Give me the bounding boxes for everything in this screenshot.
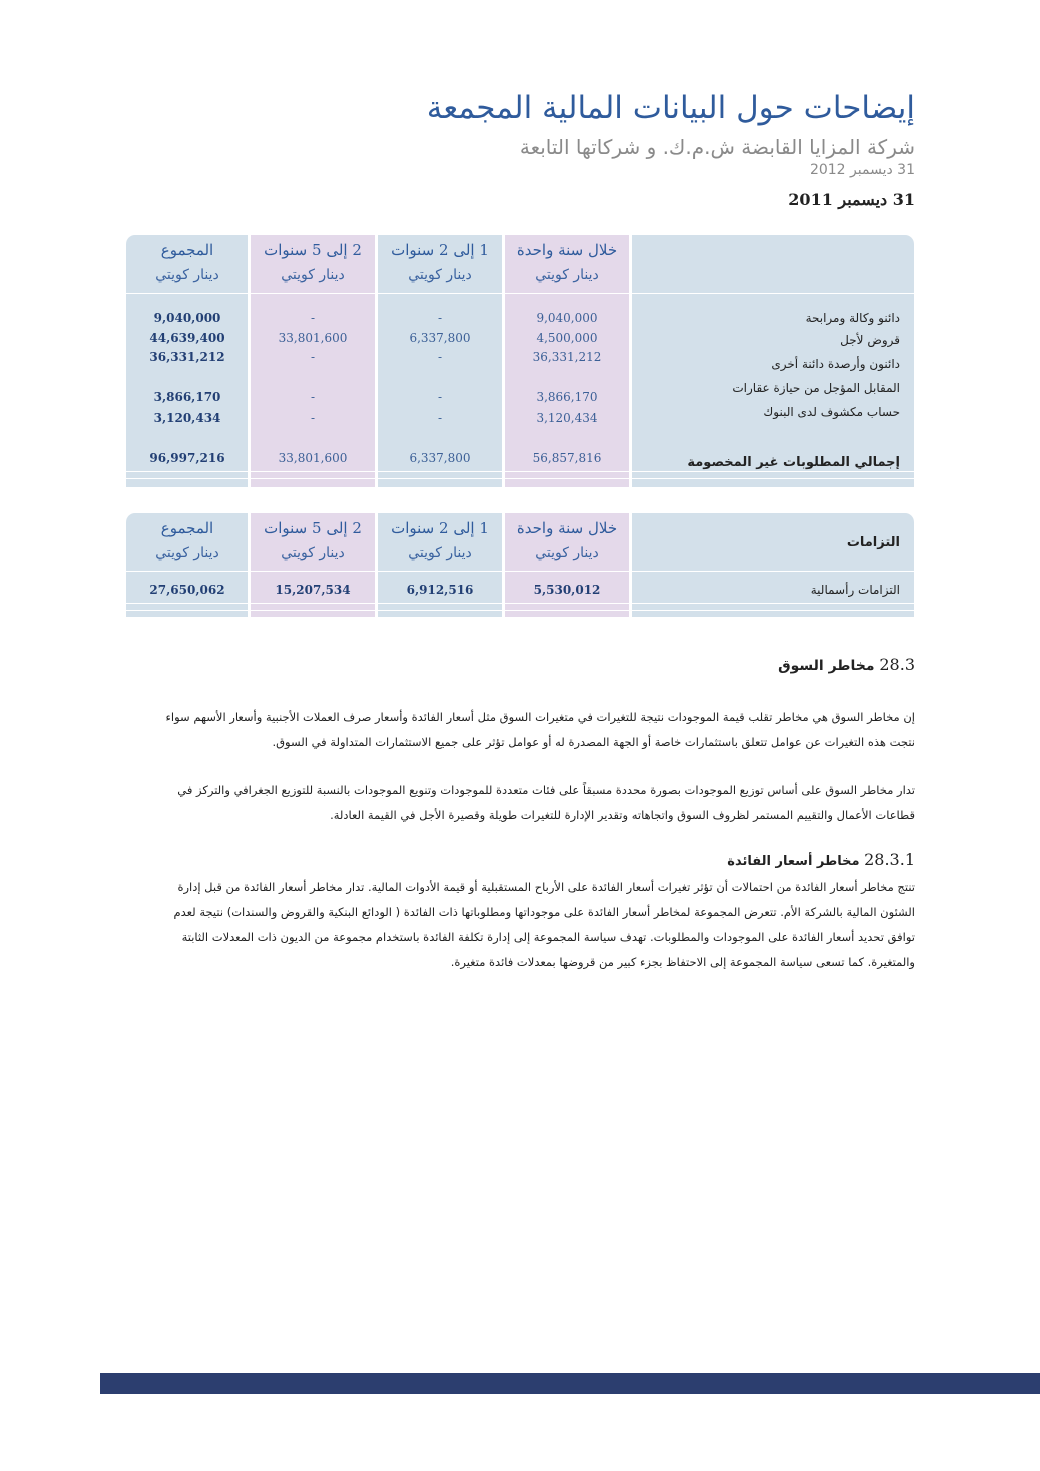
cell-value: - [437, 350, 443, 364]
column-unit: دينار كويتي [155, 267, 219, 283]
footer-bar [100, 1373, 1040, 1394]
column-header: 1 إلى 2 سنوات [391, 519, 489, 537]
cell-value: - [310, 311, 316, 325]
cell-value: - [437, 311, 443, 325]
cell-value: 27,650,062 [149, 583, 225, 597]
row-label-column [632, 235, 914, 487]
column-2-to-5-years [251, 235, 375, 487]
commitments-table [126, 513, 914, 617]
column-1-to-2-years [378, 513, 502, 617]
column-unit: دينار كويتي [408, 267, 472, 283]
section-heading [778, 655, 915, 674]
cell-value: 4,500,000 [536, 331, 598, 345]
column-total [126, 235, 248, 487]
column-unit: دينار كويتي [155, 545, 219, 561]
paragraph-line: تدار مخاطر السوق على أساس توزيع الموجودات بصورة محددة مسبقاً على فئات متعددة للموجودات وتنويع الموجودات بالنسبة للتوزيع الجغرافي والتركز في [177, 783, 915, 797]
row-label: المقابل المؤجل من حيازة عقارات [732, 381, 900, 395]
paragraph-line: تنتج مخاطر أسعار الفائدة من احتمالات أن تؤثر تغيرات أسعار الفائدة على الأرباح المستقبلية أو قيمة الأدوات المالية. تدار مخاطر أسعار الفائدة من قبل إدارة [177, 880, 915, 894]
row-label: التزامات رأسمالية [810, 583, 900, 597]
column-unit: دينار كويتي [281, 267, 345, 283]
subsection-heading [727, 850, 915, 869]
section-title: مخاطر أسعار الفائدة [727, 854, 860, 869]
page-title: إيضاحات حول البيانات المالية المجمعة [426, 90, 915, 126]
row-label-column [632, 513, 914, 617]
cell-value: - [310, 390, 316, 404]
column-unit: دينار كويتي [535, 267, 599, 283]
cell-value: 6,912,516 [406, 583, 474, 597]
cell-value: 44,639,400 [149, 331, 225, 345]
total-value: 56,857,816 [532, 451, 602, 465]
cell-value: 36,331,212 [149, 350, 225, 364]
column-unit: دينار كويتي [535, 545, 599, 561]
cell-value: 3,866,170 [153, 390, 221, 404]
row-label: دائنو وكالة ومرابحة [805, 311, 900, 325]
report-date: 31 ديسمبر 2012 [809, 162, 915, 178]
column-header: 2 إلى 5 سنوات [264, 519, 362, 537]
column-2-to-5-years [251, 513, 375, 617]
column-header: 2 إلى 5 سنوات [264, 241, 362, 259]
cell-value: 3,866,170 [536, 390, 598, 404]
comparative-date: 31 ديسمبر 2011 [788, 190, 915, 209]
section-title: مخاطر السوق [778, 658, 875, 674]
cell-value: 5,530,012 [533, 583, 601, 597]
row-label: حساب مكشوف لدى البنوك [763, 405, 900, 419]
column-1-to-2-years [378, 235, 502, 487]
column-header: خلال سنة واحدة [516, 241, 618, 259]
total-label: إجمالي المطلوبات غير المخصومة [687, 455, 900, 470]
column-within-one-year [505, 235, 629, 487]
row-label: دائنون وأرصدة دائنة أخرى [771, 357, 900, 371]
cell-value: 6,337,800 [409, 331, 471, 345]
column-within-one-year [505, 513, 629, 617]
column-header: 1 إلى 2 سنوات [391, 241, 489, 259]
cell-value: 9,040,000 [536, 311, 598, 325]
cell-value: 33,801,600 [278, 331, 348, 345]
paragraph-line: إن مخاطر السوق هي مخاطر تقلب قيمة الموجودات نتيجة للتغيرات في متغيرات السوق مثل أسعار الفائدة وأسعار صرف العملات الأجنبية وأسعار الأسهم سواء [165, 710, 915, 724]
commitments-heading: التزامات [846, 535, 900, 550]
maturity-table [126, 235, 914, 487]
section-number: 28.3.1 [864, 850, 915, 869]
row-label: قروض لأجل [840, 333, 900, 347]
total-value: 96,997,216 [149, 451, 225, 465]
total-value: 33,801,600 [278, 451, 348, 465]
paragraph-line: توافق تحديد أسعار الفائدة على الموجودات والمطلوبات. تهدف سياسة المجموعة إلى إدارة تكلفة الفائدة باستخدام مجموعة من الديون ذات المعدلات الثابتة [181, 930, 915, 944]
cell-value: - [310, 411, 316, 425]
cell-value: 3,120,434 [153, 411, 221, 425]
cell-value: 36,331,212 [532, 350, 602, 364]
column-header: خلال سنة واحدة [516, 519, 618, 537]
paragraph-line: نتجت هذه التغيرات عن عوامل تتعلق باستثمارات خاصة أو الجهة المصدرة له أو عوامل تؤثر على جميع الاستثمارات المتداولة في السوق. [272, 735, 915, 749]
column-unit: دينار كويتي [281, 545, 345, 561]
column-unit: دينار كويتي [408, 545, 472, 561]
cell-value: - [437, 390, 443, 404]
column-total [126, 513, 248, 617]
section-number: 28.3 [879, 655, 915, 674]
paragraph-line: قطاعات الأعمال والتقييم المستمر لظروف السوق واتجاهاته وتقدير الإدارة للتغيرات طويلة وقصيرة الأجل في القيمة العادلة. [330, 808, 915, 822]
cell-value: 9,040,000 [153, 311, 221, 325]
column-header: المجموع [160, 241, 214, 259]
paragraph-line: الشئون المالية بالشركة الأم. تتعرض المجموعة لمخاطر أسعار الفائدة على موجوداتها ومطلوباتها ذات الفائدة ( الودائع البنكية والقروض والسندات) نتيجة لعدم [173, 905, 915, 919]
cell-value: 15,207,534 [275, 583, 351, 597]
cell-value: - [310, 350, 316, 364]
cell-value: - [437, 411, 443, 425]
paragraph-line: والمتغيرة. كما تسعى سياسة المجموعة إلى الاحتفاظ بجزء كبير من قروضها بمعدلات فائدة متغيرة. [450, 955, 915, 969]
column-header: المجموع [160, 519, 214, 537]
total-value: 6,337,800 [409, 451, 471, 465]
cell-value: 3,120,434 [536, 411, 598, 425]
company-name: شركة المزايا القابضة ش.م.ك. و شركاتها التابعة [519, 135, 915, 159]
